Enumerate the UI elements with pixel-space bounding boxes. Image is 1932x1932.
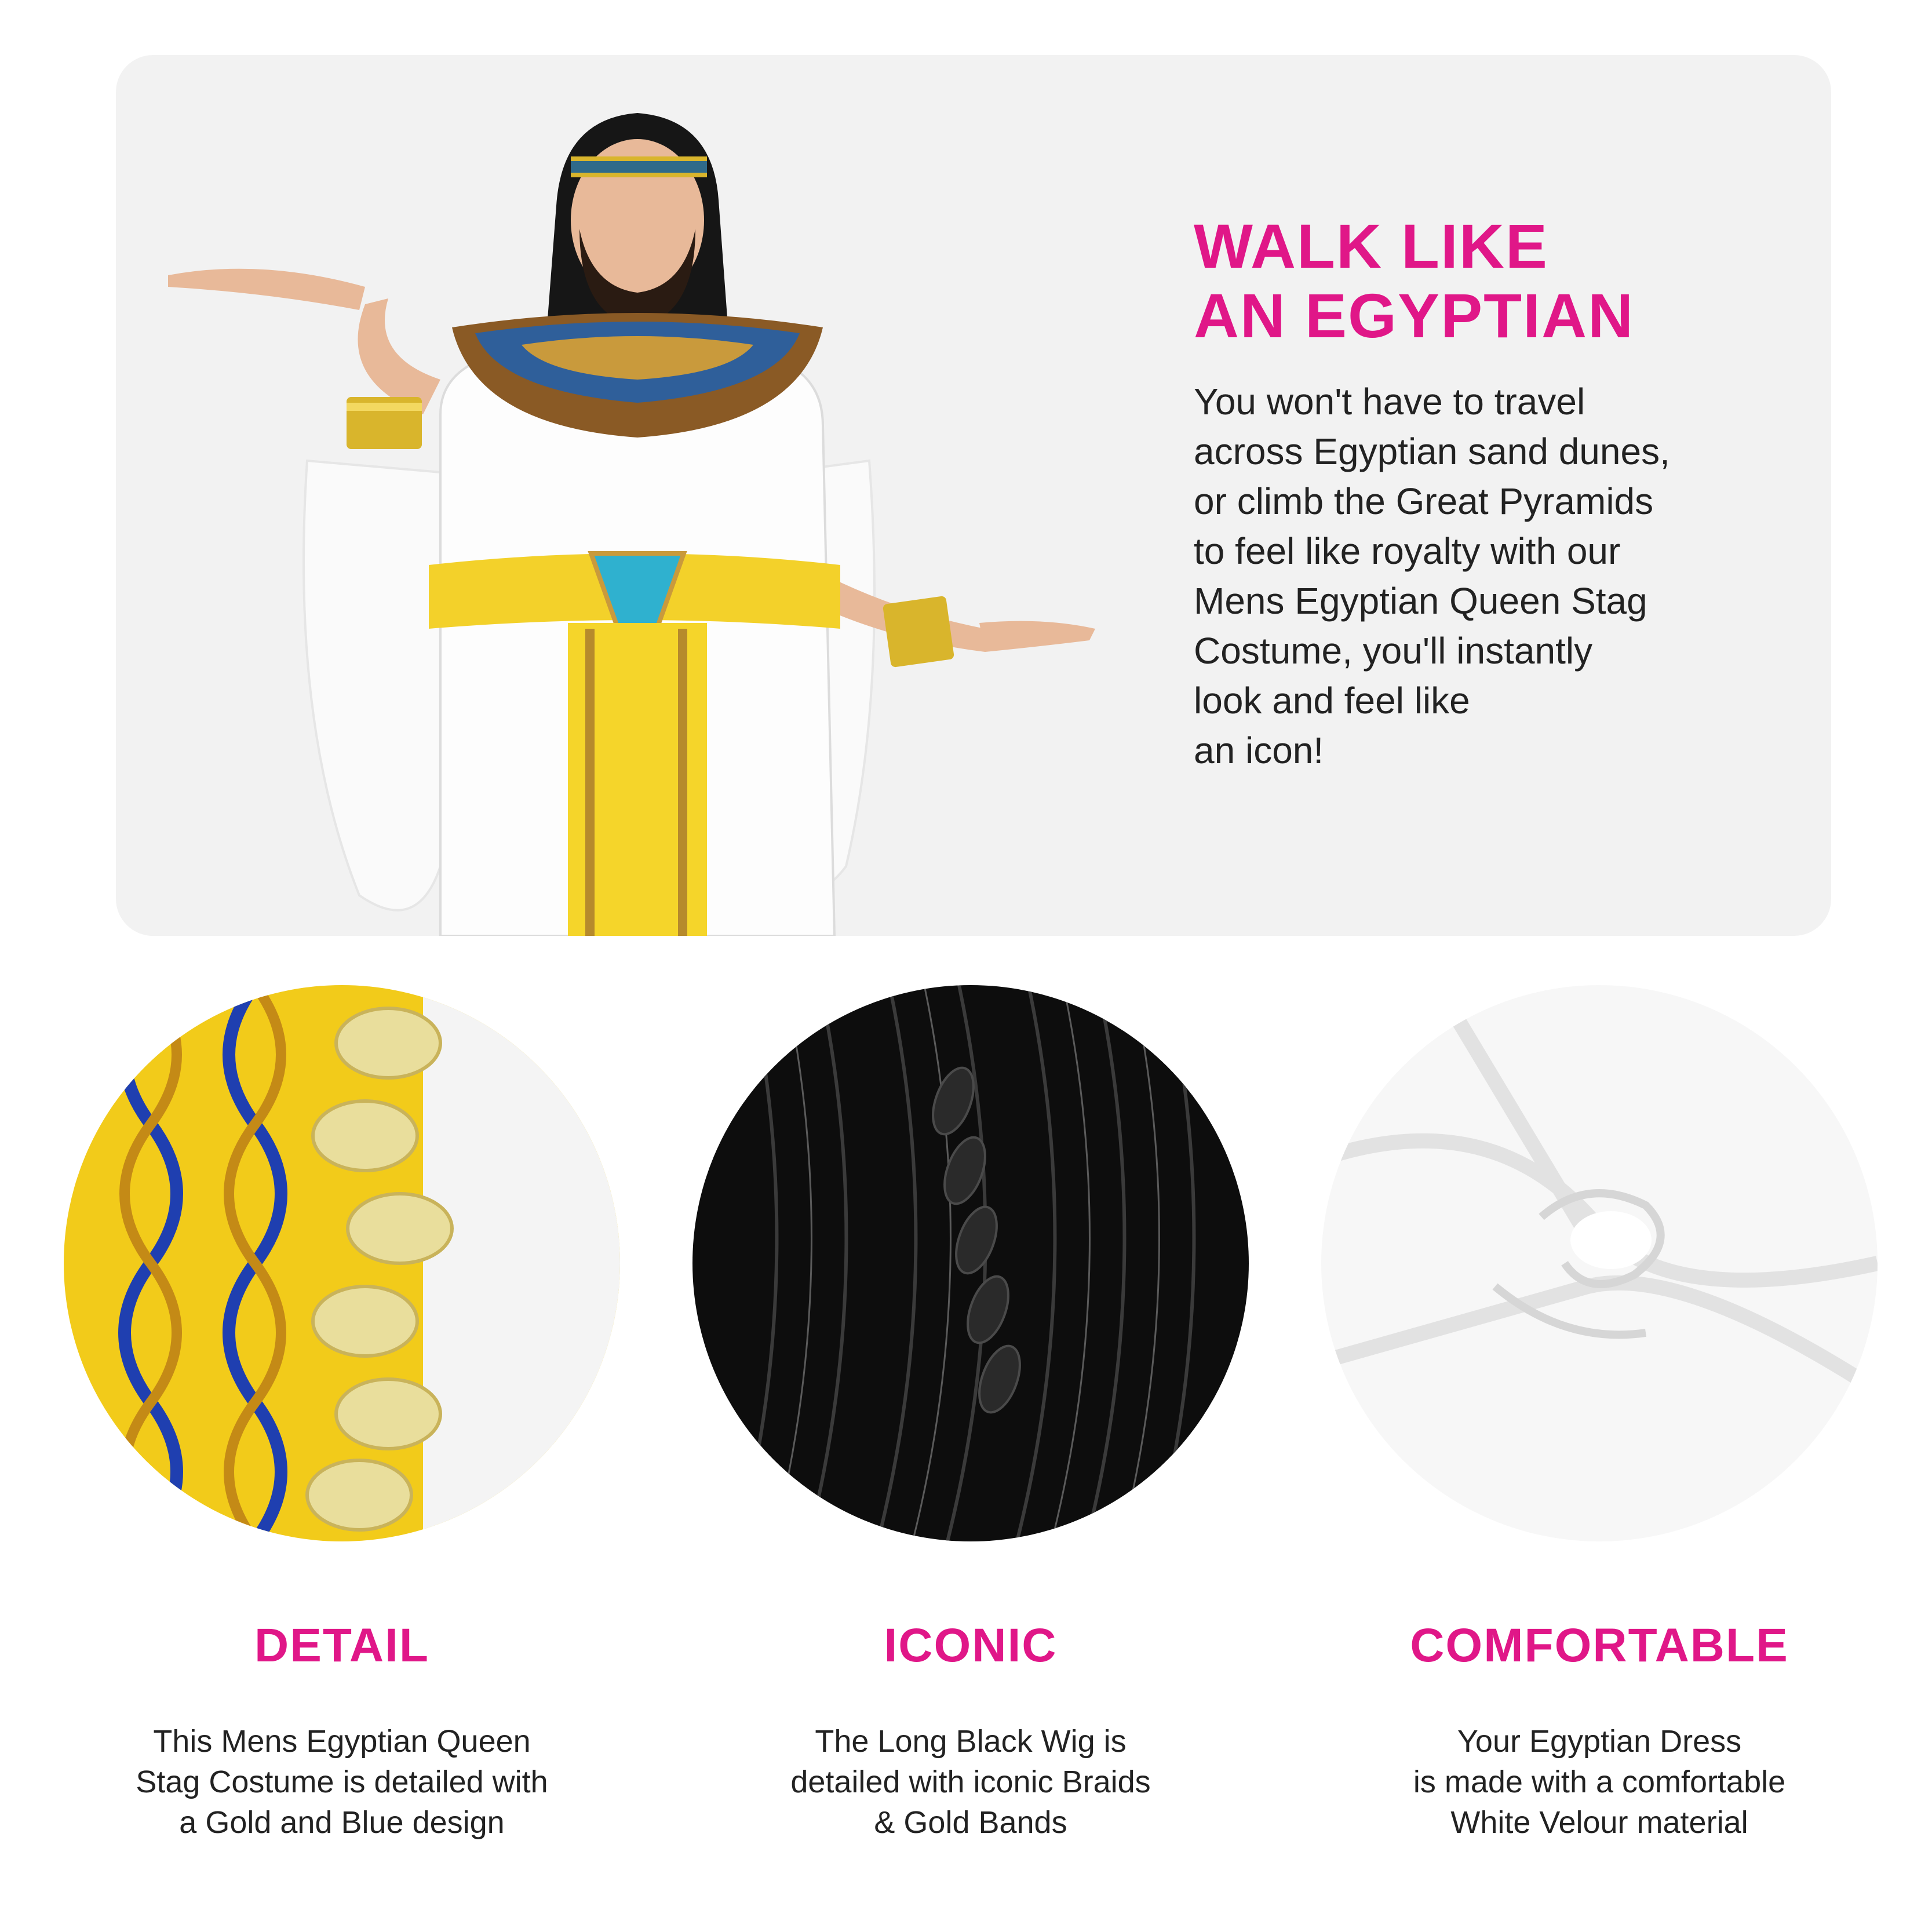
feature-title: DETAIL: [254, 1619, 429, 1672]
feature-title: ICONIC: [884, 1619, 1058, 1672]
hero-text-line: an icon!: [1194, 730, 1324, 771]
detail-trim-photo: [64, 985, 620, 1541]
feature-title: COMFORTABLE: [1410, 1619, 1789, 1672]
hero-text-line: Costume, you'll instantly: [1194, 630, 1593, 672]
hero-description: [1194, 377, 1802, 775]
feature-description: [49, 1721, 635, 1843]
feature-detail: [49, 985, 629, 1854]
hero-panel: [116, 55, 1831, 936]
feature-text-line: Your Egyptian Dress: [1457, 1724, 1742, 1759]
feature-text-line: This Mens Egyptian Queen: [153, 1724, 531, 1759]
hero-heading-line: AN EGYPTIAN: [1194, 280, 1635, 351]
feature-comfortable: [1307, 985, 1886, 1854]
hero-text-line: Mens Egyptian Queen Stag: [1194, 580, 1647, 622]
hero-text-line: across Egyptian sand dunes,: [1194, 431, 1670, 472]
velour-fabric-photo: [1321, 985, 1878, 1541]
feature-iconic: [678, 985, 1257, 1854]
feature-text-line: detailed with iconic Braids: [790, 1765, 1151, 1799]
hero-heading: [1194, 212, 1715, 351]
hero-text-line: You won't have to travel: [1194, 381, 1585, 422]
feature-text-line: is made with a comfortable: [1413, 1765, 1786, 1799]
feature-text-line: The Long Black Wig is: [815, 1724, 1127, 1759]
wig-hair-photo: [692, 985, 1249, 1541]
hero-text-line: or climb the Great Pyramids: [1194, 480, 1654, 522]
feature-text-line: Stag Costume is detailed with: [136, 1765, 548, 1799]
feature-text-line: a Gold and Blue design: [179, 1805, 505, 1840]
hero-heading-line: WALK LIKE: [1194, 211, 1548, 281]
costume-model-photo: [116, 55, 1159, 936]
feature-text-line: White Velour material: [1450, 1805, 1748, 1840]
feature-description: [1307, 1721, 1892, 1843]
feature-description: [678, 1721, 1263, 1843]
hero-text-line: to feel like royalty with our: [1194, 530, 1621, 572]
hero-text-line: look and feel like: [1194, 680, 1470, 721]
feature-text-line: & Gold Bands: [874, 1805, 1067, 1840]
